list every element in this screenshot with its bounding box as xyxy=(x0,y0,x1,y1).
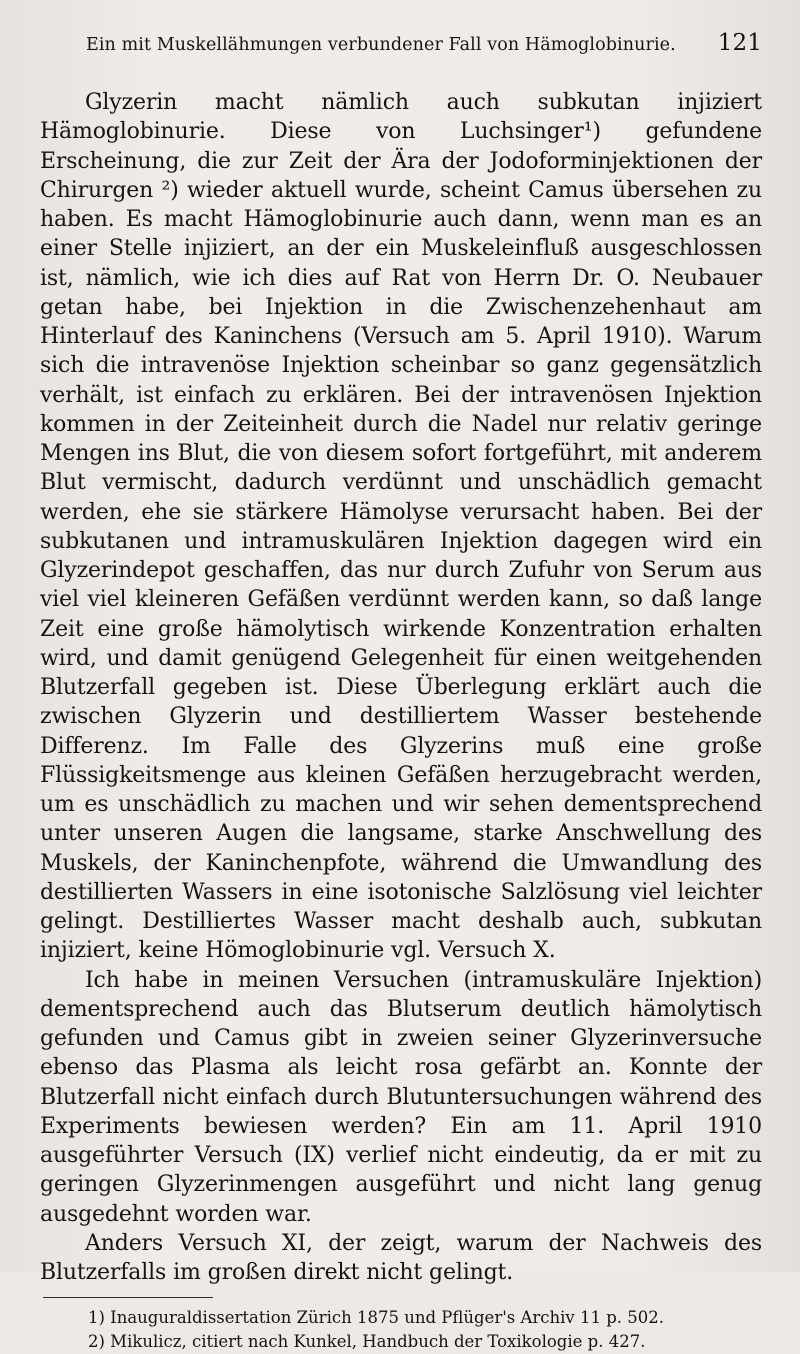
footnote-1: 1) Inauguraldissertation Zürich 1875 und Pflüger's Archiv 11 p. 502. xyxy=(88,1308,664,1328)
page-header xyxy=(40,28,762,64)
paragraph-1: Glyzerin macht nämlich auch subkutan injiziert Hämoglobinurie. Diese von Luchsinger¹) gefundene Erscheinung, die zur Zeit der Ära der Jodoforminjektionen der Chirurgen ²) wieder aktuell wurde, scheint Camus übersehen zu haben. Es macht Hämoglobinurie auch dann, wenn man es an einer Stelle injiziert, an der ein Muskeleinfluß ausgeschlossen ist, nämlich, wie ich dies auf Rat von Herrn Dr. O. Neubauer getan habe, bei Injektion in die Zwischenzehenhaut am Hinterlauf des Kaninchens (Versuch am 5. April 1910). Warum sich die intravenöse Injektion scheinbar so ganz gegensätzlich verhält, ist einfach zu erklären. Bei der intravenösen Injektion kommen in der Zeiteinheit durch die Nadel nur relativ geringe Mengen ins Blut, die von diesem sofort fortgeführt, mit anderem Blut vermischt, dadurch verdünnt und unschädlich gemacht werden, ehe sie stärkere Hämolyse verursacht haben. Bei der subkutanen und intramuskulären Injektion dagegen wird ein Glyzerindepot geschaffen, das nur durch Zufuhr von Serum aus viel viel kleineren Gefäßen verdünnt werden kann, so daß lange Zeit eine große hämolytisch wirkende Konzentration erhalten wird, und damit genügend Gelegenheit für einen weitgehenden Blutzerfall gegeben ist. Diese Überlegung erklärt auch die zwischen Glyzerin und destilliertem Wasser bestehende Differenz. Im Falle des Glyzerins muß eine große Flüssigkeitsmenge aus kleinen Gefäßen herzugebracht werden, um es unschädlich zu machen und wir sehen dementsprechend unter unseren Augen die langsame, starke Anschwellung des Muskels, der Kaninchenpfote, während die Umwandlung des destillierten Wassers in eine isotonische Salzlösung viel leichter gelingt. Destilliertes Wasser macht deshalb auch, subkutan injiziert, keine Hömoglobinurie vgl. Versuch X. xyxy=(40,90,762,964)
page-number: 121 xyxy=(717,30,762,56)
paragraph-3: Anders Versuch XI, der zeigt, warum der Nachweis des Blutzerfalls im großen direkt nicht gelingt. xyxy=(40,1230,762,1285)
page-body xyxy=(40,88,762,1287)
footnote-2: 2) Mikulicz, citiert nach Kunkel, Handbuch der Toxikologie p. 427. xyxy=(88,1332,646,1352)
footnotes xyxy=(40,1306,762,1354)
running-title: Ein mit Muskellähmungen verbundener Fall von Hämoglobinurie. xyxy=(85,35,676,55)
footnote-divider xyxy=(43,1297,213,1298)
paragraph-2: Ich habe in meinen Versuchen (intramuskuläre Injektion) dementsprechend auch das Blutserum deutlich hämolytisch gefunden und Camus gibt in zweien seiner Glyzerinversuche ebenso das Plasma als leicht rosa gefärbt an. Konnte der Blutzerfall nicht einfach durch Blutuntersuchungen während des Experiments bewiesen werden? Ein am 11. April 1910 ausgeführter Versuch (IX) verlief nicht eindeutig, da er mit zu geringen Glyzerinmengen ausgeführt und nicht lang genug ausgedehnt worden war. xyxy=(40,967,762,1227)
